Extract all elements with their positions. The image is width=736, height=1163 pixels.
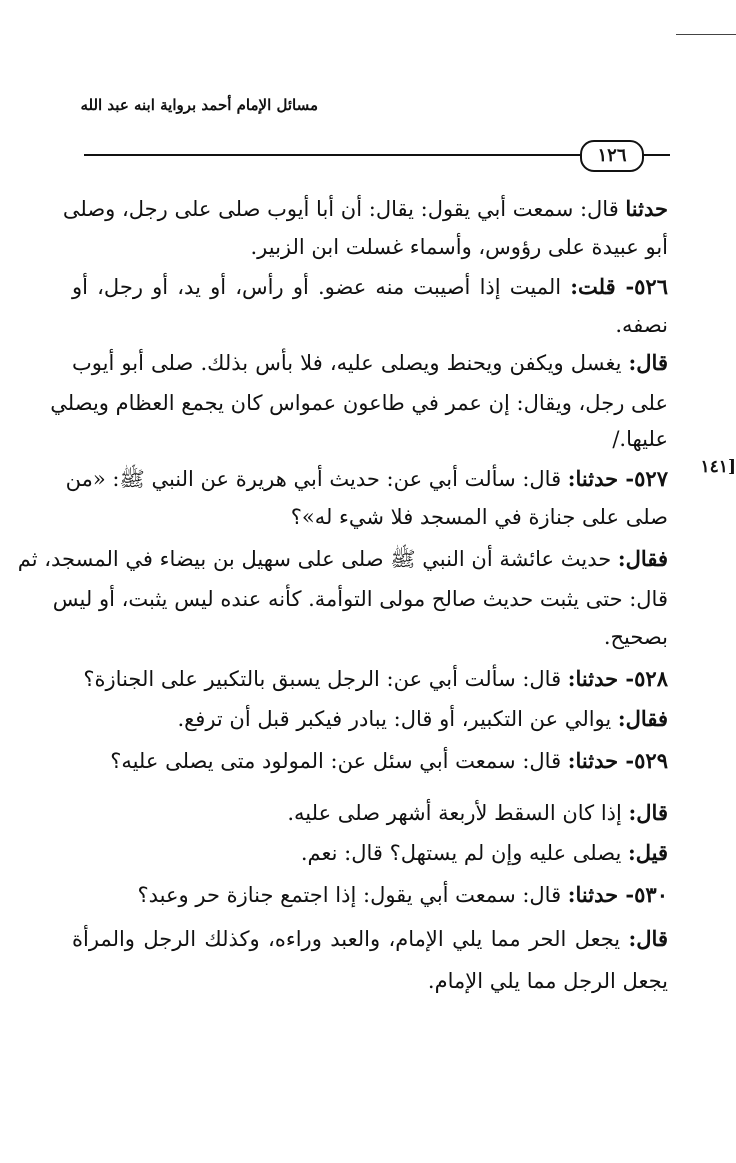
line-segment: إذا كان السقط لأربعة أشهر صلى عليه. xyxy=(287,801,629,825)
line-segment: ٥٢٩- حدثنا: xyxy=(567,748,668,773)
top-corner-rule xyxy=(676,34,736,35)
margin-note: [١٤١ xyxy=(700,457,736,477)
line-segment: ٥٢٦- قلت: xyxy=(570,274,668,299)
line-segment: قيل: xyxy=(627,840,668,865)
line-segment: نصفه. xyxy=(615,313,668,337)
text-line xyxy=(50,384,668,422)
line-segment: بصحيح. xyxy=(603,625,668,649)
text-line xyxy=(52,580,668,618)
line-segment: عليها./ xyxy=(612,427,668,451)
text-line xyxy=(17,540,668,578)
line-segment: حديث عائشة أن النبي ﷺ صلى على سهيل بن بيضاء في المسجد، ثم xyxy=(17,547,618,571)
line-segment: فقال: xyxy=(617,546,668,571)
line-segment: قال: سألت أبي عن: حديث أبي هريرة عن النبي ﷺ: «من xyxy=(65,467,568,491)
line-segment: قال: سمعت أبي يقول: إذا اجتمع جنازة حر وعبد؟ xyxy=(137,883,568,907)
line-segment: حدثنا xyxy=(625,196,668,221)
line-segment: أبو عبيدة على رؤوس، وأسماء غسلت ابن الزبير. xyxy=(250,235,668,259)
text-line xyxy=(72,794,668,832)
text-line xyxy=(72,268,668,306)
page-number: ١٢٦ xyxy=(580,140,644,172)
running-head: مسائل الإمام أحمد برواية ابنه عبد الله xyxy=(80,96,318,114)
line-segment: ٥٢٧- حدثنا: xyxy=(567,466,668,491)
text-line xyxy=(72,876,668,914)
line-segment: يوالي عن التكبير، أو قال: يبادر فيكبر قبل أن ترفع. xyxy=(177,707,618,731)
line-segment: ٥٣٠- حدثنا: xyxy=(567,882,668,907)
line-segment: فقال: xyxy=(617,706,668,731)
text-line xyxy=(72,834,668,872)
text-line xyxy=(62,190,668,228)
line-segment: قال: سألت أبي عن: الرجل يسبق بالتكبير على الجنازة؟ xyxy=(83,667,568,691)
text-line xyxy=(72,228,668,266)
line-segment: على رجل، ويقال: إن عمر في طاعون عمواس كان يجمع العظام ويصلي xyxy=(50,391,668,415)
line-segment: قال: xyxy=(628,800,668,825)
line-segment: قال: xyxy=(628,350,668,375)
line-segment: صلى على جنازة في المسجد فلا شيء له»؟ xyxy=(290,505,668,529)
text-line xyxy=(72,306,668,344)
line-segment: قال: سمعت أبي يقول: يقال: أن أبا أيوب صلى على رجل، وصلى xyxy=(62,197,626,221)
text-line xyxy=(72,660,668,698)
line-segment: الميت إذا أصيبت منه عضو. أو رأس، أو يد، أو رجل، أو xyxy=(72,275,571,299)
line-segment: قال: سمعت أبي سئل عن: المولود متى يصلى عليه؟ xyxy=(110,749,568,773)
line-segment: يجعل الحر مما يلي الإمام، والعبد وراءه، وكذلك الرجل والمرأة xyxy=(72,927,629,951)
text-line xyxy=(72,420,668,458)
text-line xyxy=(72,498,668,536)
line-segment: قال: xyxy=(628,926,668,951)
text-line xyxy=(72,618,668,656)
text-line xyxy=(72,962,668,1000)
line-segment: ٥٢٨- حدثنا: xyxy=(567,666,668,691)
line-segment: قال: حتى يثبت حديث صالح مولى التوأمة. كأنه عنده ليس يثبت، أو ليس xyxy=(52,587,668,611)
text-line xyxy=(65,460,668,498)
line-segment: يجعل الرجل مما يلي الإمام. xyxy=(427,969,668,993)
text-line xyxy=(72,344,668,382)
text-line xyxy=(72,742,668,780)
line-segment: يصلى عليه وإن لم يستهل؟ قال: نعم. xyxy=(300,841,628,865)
text-line xyxy=(72,700,668,738)
line-segment: يغسل ويكفن ويحنط ويصلى عليه، فلا بأس بذلك. صلى أبو أيوب xyxy=(72,351,629,375)
text-line xyxy=(72,920,668,958)
